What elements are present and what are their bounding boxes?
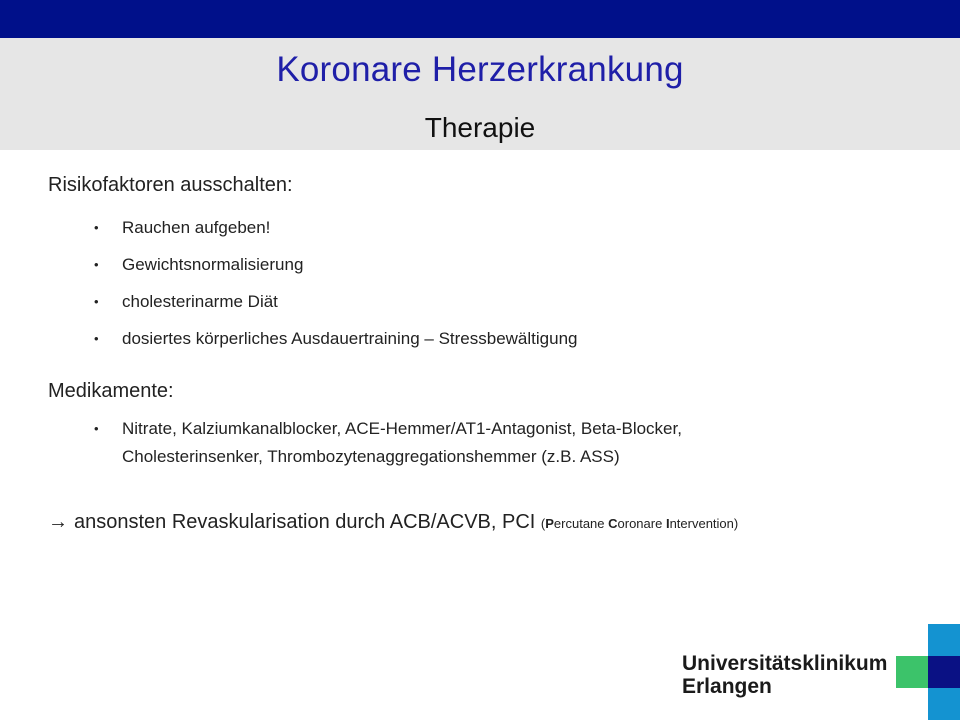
list-item-text: cholesterinarme Diät [122, 292, 278, 311]
list-item [94, 328, 928, 350]
risk-list [94, 217, 928, 350]
conclusion-text: ansonsten Revaskularisation durch ACB/ACVB, PCI [74, 511, 536, 533]
word-p: ercutane [553, 516, 609, 531]
logo-square-blue-bottom [928, 688, 960, 720]
risk-heading: Risikofaktoren ausschalten: [48, 174, 293, 196]
bullet-icon: • [94, 294, 99, 309]
pci-definition [541, 516, 738, 531]
logo-text [682, 652, 887, 698]
top-bar [0, 0, 960, 38]
abbr-c: C [608, 516, 618, 531]
logo-line-2: Erlangen [682, 675, 772, 698]
word-i: ntervention) [669, 516, 739, 531]
bullet-icon: • [94, 220, 99, 235]
abbr-i: I [665, 516, 670, 531]
bullet-icon: • [94, 331, 99, 346]
logo-line-1: Universitätsklinikum [682, 652, 888, 675]
list-item-text: Rauchen aufgeben! [122, 218, 271, 237]
slide-title: Koronare Herzerkrankung [276, 50, 684, 89]
logo-square-blue-top [928, 624, 960, 656]
logo-square-navy [928, 656, 960, 688]
list-item [94, 291, 928, 313]
meds-line-1: Nitrate, Kalziumkanalblocker, ACE-Hemmer/AT1-Antagonist, Beta-Blocker, [122, 419, 682, 438]
list-item [94, 415, 928, 471]
list-item [94, 217, 928, 239]
word-c: oronare [617, 516, 666, 531]
meds-heading: Medikamente: [48, 380, 174, 402]
meds-line-2: Cholesterinsenker, Thrombozytenaggregationshemmer (z.B. ASS) [122, 447, 620, 466]
list-item-text: dosiertes körperliches Ausdauertraining – Stressbewältigung [122, 329, 578, 348]
list-item-text: Gewichtsnormalisierung [122, 255, 304, 274]
bullet-icon: • [94, 257, 99, 272]
list-item [94, 254, 928, 276]
paren-open: ( [540, 516, 546, 531]
slide-subtitle: Therapie [424, 112, 536, 143]
logo-square-green [896, 656, 928, 688]
conclusion [48, 511, 928, 534]
arrow-right-icon: → [48, 511, 68, 533]
abbr-p: P [545, 516, 554, 531]
bullet-icon: • [94, 421, 99, 436]
meds-list [94, 415, 928, 471]
slide-content [48, 174, 928, 534]
